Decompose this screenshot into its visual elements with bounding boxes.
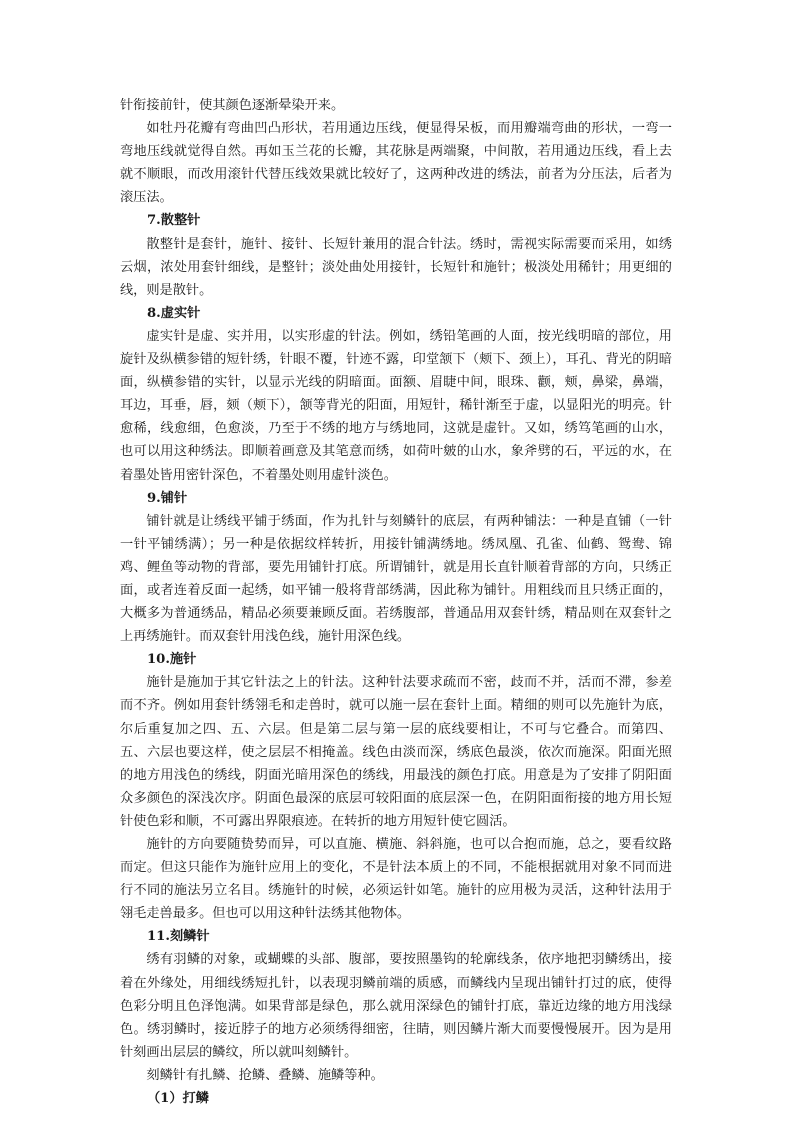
section-heading-9: 9.铺针 — [147, 490, 188, 506]
section-heading-8: 8.虚实针 — [147, 305, 201, 321]
section-heading-7: 7.散整针 — [147, 213, 201, 229]
section-heading-10: 10.施针 — [147, 652, 197, 668]
paragraph: 铺针就是让绣线平铺于绣面，作为扎针与刻鳞针的底层，有两种铺法：一种是直铺（一针一针平铺绣满）；另一种是依据纹样转折，用接针铺满绣地。绣凤凰、孔雀、仙鹤、鸳鸯、锦鸡、鲤鱼等动物的背部，要先用铺针打底。所谓铺针，就是用长直针顺着背部的方向，只绣正面，或者连着反面一起绣，如平铺一般将背部绣满，因此称为铺针。用粗线而且只绣正面的，大概多为普通绣品，精品必须要兼顾反面。若绣腹部，普通品用双套针绣，精品则在双套针之上再绣施针。而双套针用浅色线，施针用深色线。 — [120, 513, 672, 645]
paragraph: 施针是施加于其它针法之上的针法。这种针法要求疏而不密，歧而不并，活而不滞，参差而不齐。例如用套针绣翎毛和走兽时，就可以施一层在套针上面。精细的则可以先施针为底，尔后重复加之四、五、六层。但是第二层与第一层的底线要相让，不可与它叠合。而第四、五、六层也要这样，使之层层不相掩盖。线色由淡而深，绣底色最淡，依次而施深。阳面光照的地方用浅色的绣线，阴面光暗用深色的绣线，用最浅的颜色打底。用意是为了安排了阴阳面众多颜色的深浅次序。阴面色最深的底层可较阳面的底层深一色，在阴阳面衔接的地方用长短针使色彩和顺，不可露出界限痕迹。在转折的地方用短针使它圆活。 — [120, 675, 672, 829]
subsection-heading: （1）打鳞 — [147, 1091, 209, 1107]
paragraph: 如牡丹花瓣有弯曲凹凸形状，若用通边压线，便显得呆板，而用瓣端弯曲的形状，一弯一弯地压线就觉得自然。再如玉兰花的长瓣，其花脉是两端聚，中间散，若用通边压线，看上去就不顺眼，而改用滚针代替压线效果就比较好了，这两种改进的绣法，前者为分压法，后者为滚压法。 — [120, 121, 672, 206]
paragraph: 针衔接前针，使其颜色逐渐晕染开来。 — [120, 98, 345, 113]
paragraph: 虚实针是虚、实并用，以实形虚的针法。例如，绣铅笔画的人面，按光线明暗的部位，用旋针及纵横参错的短针绣，针眼不覆，针迹不露，印堂颔下（颊下、颈上），耳孔、背光的阴暗面，纵横参错的实针，以显示光线的阴暗面。面额、眉睫中间，眼珠、颧，颊，鼻梁，鼻端，耳边，耳垂，唇，颏（颊下），颔等背光的阳面，用短针，稀针渐至于虚，以显阳光的明亮。针愈稀，线愈细，色愈淡，乃至于不绣的地方与绣地同，这就是虚针。又如，绣笃笔画的山水，也可以用这种绣法。即顺着画意及其笔意而绣，如荷叶皴的山水，象斧劈的石，平远的水，在着墨处皆用密针深色，不着墨处则用虚针淡色。 — [120, 328, 672, 483]
document-body — [120, 94, 672, 1110]
paragraph: 散整针是套针，施针、接针、长短针兼用的混合针法。绣时，需视实际需要而采用，如绣云烟，浓处用套针细线，是整针；淡处曲处用接针，长短针和施针；极淡处用稀针；用更细的线，则是散针。 — [120, 236, 672, 298]
paragraph: 绣有羽鳞的对象，或蝴蝶的头部、腹部，要按照墨钩的轮廓线条，依序地把羽鳞绣出，接着在外缘处，用细线绣短扎针，以表现羽鳞前端的质感，而鳞线内呈现出铺针打过的底，使得色彩分明且色泽饱满。如果背部是绿色，那么就用深绿色的铺针打底，靠近边缘的地方用浅绿色。绣羽鳞时，接近脖子的地方必须绣得细密，往睛，则因鳞片渐大而要慢慢展开。因为是用针刻画出层层的鳞纹，所以就叫刻鳞针。 — [120, 952, 672, 1060]
paragraph: 施针的方向要随贽势而异，可以直施、横施、斜斜施，也可以合抱而施，总之，要看纹路而定。但这只能作为施针应用上的变化，不是针法本质上的不同，不能根据就用对象不同而进行不同的施法另立名目。绣施针的时候，必须运针如笔。施针的应用极为灵活，这种针法用于翎毛走兽最多。但也可以用这种针法绣其他物体。 — [120, 837, 672, 922]
paragraph: 刻鳞针有扎鳞、抢鳞、叠鳞、施鳞等种。 — [146, 1067, 384, 1083]
section-heading-11: 11.刻鳞针 — [147, 929, 210, 945]
